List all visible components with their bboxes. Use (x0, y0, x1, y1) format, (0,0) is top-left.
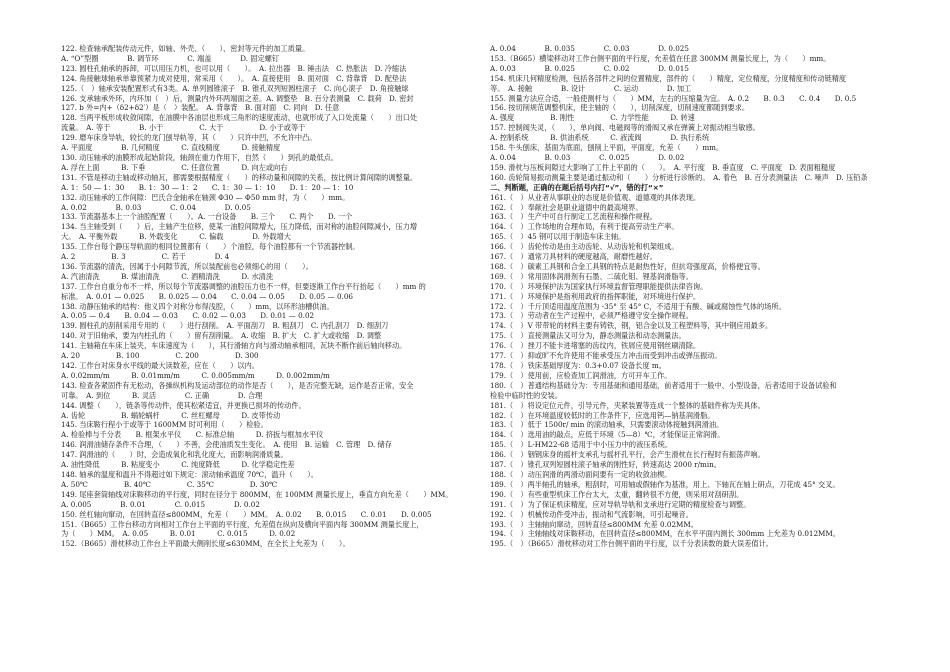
left-line: A. 平面度 B. 几何精度 C. 直线精度 D. 接触精度 (61, 143, 281, 153)
left-line: A. 0.05 — 0.4 B. 0.04 — 0.03 C. 0.02 — 0.03 D. 0.01 — 0.02 (61, 311, 315, 321)
right-line: 检验中临时性的安装。 (490, 390, 562, 400)
right-line: 162.（ ）奉献社会是职业道德中的最高境界。 (490, 202, 643, 212)
right-line: 157. 控制阀失灵，（ ），单向阀、电磁阀等的滑阀又承在弹簧上对振动相当敏感。 (490, 123, 760, 133)
right-line: 等。 A. 接触 B. 设计 C. 运动 D. 加工 (490, 83, 692, 93)
left-line: 147. 润滑油的（ ）时，会造成氧化和乳化度大，而影响润滑质量。 (61, 450, 288, 460)
left-line: A. 0.02mm/m B. 0.01mm/m C. 0.005mm/m D. 0.002mm/m (61, 370, 330, 380)
left-line: 148. 轴承的温度和温升不得超过如下规定：滚动轴承温度 70℃，温升（ ）。 (61, 469, 318, 479)
left-line: 140. 对于旧轴承，要为内柱孔的（ ）留有刮削量。 A. 收缩 B. 扩大 C. 扩大或收缩 D. 调整 (61, 331, 382, 341)
left-line: 134. 当主轴受到（ ）后，主轴产生位移，使某一油腔间隙增大，压力降低，而对称的油腔间隙减小，压力增 (61, 222, 418, 232)
right-line: A. 强度 B. 刚性 C. 力学性能 D. 转速 (490, 113, 695, 123)
left-line: 122. 检查轴承配装传动元件，如轴、外壳、（ ）、密封等元件的加工质量。 (61, 44, 310, 53)
left-line: 152.（B665）滑枕移动工作台上平面最大侧削长度≤630MM，在全长上允差为（ ）。 (61, 539, 350, 549)
right-line: 155. 测量方法应合适，一般使测杆与（ ）MM，左右的压缩量为宜。 A. 0.2 B. 0.3 C. 0.4 D. 0.5 (490, 93, 857, 103)
left-line: 143. 检查各紧固件有无松动，各操纵机构及运动部位的动作是否（ ），是否完整无缺，运作是否正常，安全 (61, 380, 414, 390)
left-line: A. “O”型圈 B. 调节环 C. 端盖 D. 固定螺钉 (61, 53, 280, 63)
left-line: A. 20 B. 100 C. 200 D. 300 (61, 351, 259, 361)
right-line: 191.（ ）为了保证机床精度，应对导轨导轨和支承进行定期的精度检查与调整。 (490, 499, 751, 509)
right-line: 167.（ ）通常刀具材料的硬度越高，耐磨性越好。 (490, 252, 657, 262)
right-line: A. 控制系统 B. 供油系统 C. 液流阀 D. 执行系统 (490, 133, 710, 143)
right-line: 179.（ ）使用前，应检查加工润滑油，方可开车工作。 (490, 370, 672, 380)
left-line: 124. 角接触球轴承单靠预紧力成对使用，常采用（ ）。 A. 直接使用 B. 面对面 C. 背靠背 D. 配垫法 (61, 73, 407, 83)
left-line: A. 齿轮 B. 蜗轮蜗杆 C. 丝杠螺母 D. 皮带传动 (61, 410, 281, 420)
left-line: 149. 尾座套筒轴线对床鞍移动的平行度，同时在径分于 800MM，在 100MM 测量长度上，垂直方向允差（ ）MM。 (61, 489, 453, 499)
left-line: 132. 动压轴承的工作间隙：巴氏合金轴承在轴颈 Φ30 — Φ50 mm 时，为（ ）mm。 (61, 192, 350, 202)
right-line: 169.（ ）常用固体润滑剂有石墨、二硫化钼、锂基润滑脂等。 (490, 271, 693, 281)
right-line: 170.（ ）环境保护法为国家执行环境监督管理职能提供法律咨询。 (490, 281, 708, 291)
right-line: 172.（ ）千斤顶适用温度范围为 -35° 至 45° C，不适用于有酸、碱或腐蚀性气体的场所。 (490, 301, 786, 311)
right-line: 187.（ ）锥孔双列短圆柱滚子轴承的刚性好，转速高达 2000 r/min。 (490, 460, 721, 470)
left-line: 流量。 A. 等于 B. 小于 C. 大于 D. 小于或等于 (61, 123, 306, 133)
left-line: A. 50℃ B. 40℃ C. 35℃ D. 30℃ (61, 479, 278, 489)
right-line: 171.（ ）环境保护是指利用政府的指挥职能，对环境进行保护。 (490, 291, 701, 301)
right-line: 159. 滑枕与压板间隙过大影响了工件上平面的（ ）。 A. 平行度 B. 垂直度 C. 平面度 D. 表面粗糙度 (490, 162, 836, 172)
right-line: 156. 按切削规范调整机床，使主轴的（ ），切削深度，切削速度都随到要求。 (490, 103, 750, 113)
left-line: 142. 工作台对床身水平线的最大读数差，应在（ ）以内。 (61, 361, 259, 370)
left-line: 144. 调整（ ），链条等传动件，使其松紧适宜，并更换已损坏的传动件。 (61, 400, 306, 410)
left-line: A. 浮在上面 B. 下垂 C. 任意位置 D. 向左或向右 (61, 162, 288, 172)
right-line: 194.（ ）主轴轴线对床鞍移动，在回转直径≤800MM，在水平平面内测长 300mm 上允差为 0.012MM。 (490, 529, 840, 539)
right-line: 193.（ ）主轴轴向窜动，回转直径≤800MM 允差 0.02MM。 (490, 519, 698, 529)
right-line: 184.（ ）选用油的敲点，应低于环境（5—8）℃，才能保证正常润滑。 (490, 430, 725, 440)
left-line: 为（ ）MM。 A. 0.05 B. 0.01 C. 0.015 D. 0.02 (61, 529, 296, 539)
left-line: 151.（B665）工作台移动方向相对工作台上平面的平行度，允差值在纵向及横向平面内每 300MM 测量长度上， (61, 519, 424, 529)
right-line: 195.（ ）（B665）滑枕移动对工作台侧平面的平行度，以千分表读数的最大误差值计。 (490, 539, 773, 549)
left-line: 标准。 A. 0.01 — 0.025 B. 0.025 — 0.04 C. 0.04 — 0.05 D. 0.05 — 0.06 (61, 291, 353, 301)
right-line: 178.（ ）铁床基础厚度为：0.3+0.07 设备长度 m。 (490, 361, 666, 370)
left-line: A. 1：50 — 1：30 B. 1：30 — 1：2 C. 1：30 — 1：10 D. 1：20 — 1：10 (61, 182, 354, 192)
left-column (61, 44, 497, 549)
right-line: 174.（ ）V 带带轮的材料主要有铸铁，钢，铝合金以及工程塑料等，其中钢应用最多。 (490, 321, 773, 331)
right-line: 166.（ ）齿轮传动是由主动齿轮、从动齿轮和机架组成。 (490, 242, 679, 252)
right-line: 177.（ ）抑或旷不允许使用不能承受压力冲击而受到冲击或弹压振动。 (490, 351, 722, 361)
right-line: 160. 齿轮简易振动测量主要是通过振动和（ ）分析进行诊断的。 A. 着色 B. 百分表测量法 C. 噪声 D. 压铅条 (490, 172, 868, 182)
left-line: 146. 润滑油储存条件不合理，（ ）不善，会使油质发生变化。 A. 使用 B. 运输 C. 管理 D. 储存 (61, 440, 392, 450)
right-line: 153.（B665）横梁移动对工作台侧平面的平行度，允差值在任意 300MM 测量长度上，为（ ）mm。 (490, 53, 831, 63)
right-line: 192.（ ）机械传动件受冲击，振动和气流影响，可引起噪音。 (490, 509, 693, 519)
left-line: A. 0.005 B. 0.01 C. 0.015 D. 0.02 (61, 499, 260, 509)
right-line: A. 0.04 B. 0.03 C. 0.025 D. 0.02 (490, 152, 685, 162)
left-line: 125.（ ）轴承安装配置形式有3类。A. 单列圆锥滚子 B. 锥孔双列短圆柱滚子 C. 向心滚子 D. 角接触球 (61, 83, 409, 93)
left-line: 133. 节流器基本上一个油腔配置（ ）。A. 一台设备 B. 三个 C. 两个 D. 一个 (61, 212, 353, 222)
left-line: 137. 工作台自重分布不一样，所以每个节流器调整的油腔压力也不一样，但要逐渐工作台平行抬起（ ）mm 的 (61, 281, 426, 291)
right-line: 168.（ ）碳素工具钢和合金工具钢的特点是耐热性好，但抗弯强度高，价格便宜等。 (490, 261, 765, 271)
right-line: 161.（ ）从业者从事职业的态度是价值观、道德观的具体表现。 (490, 192, 701, 202)
left-line: 139. 圆柱孔的刮削采用专用的（ ）进行刮削。 A. 平面刮刀 B. 粗刮刀 C. 内孔刮刀 D. 细刮刀 (61, 321, 389, 331)
left-line: A. 检验棒与千分表 B. 框架水平仪 C. 标准总轴 D. 挤扳与框加水平仪 (61, 430, 324, 440)
right-line: 188.（ ）动压润滑的两滑动面间要有一定的收敛油楔。 (490, 469, 672, 479)
left-line: 126. 支承轴承外环，内环加（ ）后，测量内外环两端面之差。A. 调整垫 B. 百分表测量 C. 载荷 D. 密封 (61, 93, 414, 103)
right-line: 175.（ ）直接测量法又可分为，静态测量法和动态测量法。 (490, 331, 686, 341)
left-line: A. 0.02 B. 0.03 C. 0.04 D. 0.05 (61, 202, 251, 212)
left-line: 136. 节流器的清洗，因属于小间隙节流，所以装配前也必须细心的用（ ）。 (61, 261, 313, 271)
left-line: 可靠。 A. 到位 B. 灵活 C. 正确 D. 合理 (61, 390, 263, 400)
right-line: A. 0.03 B. 0.025 C. 0.02 D. 0.015 (490, 63, 689, 73)
right-line: 180.（ ）普通结构基础分为：专用基础和通用基础，前者适用于一般中、小型设备，后者适用于设备试验和 (490, 380, 837, 390)
left-line: 129. 磨车床身导轨，较长的龙门刨导轨等，其（ ）只许中凹，不允许中凸。 (61, 133, 317, 143)
right-line: 181.（ ）将设定位元件，引导元件，夹紧装置等连成一个整体的基础件称为夹具体。 (490, 400, 765, 410)
right-line: 165.（ ）45 钢可以用于制造车床主轴。 (490, 232, 626, 242)
left-line: 150. 丝杠轴向窜动，在回转直径≤800MM，允差（ ）MM。 A. 0.02 B. 0.015 C. 0.01 D. 0.005 (61, 509, 432, 519)
right-line: 183.（ ）低于 1500r/ min 的滚动轴承，只需要滚动体接触到润滑油。 (490, 420, 724, 430)
right-line: 176.（ ）挫刀不能卡进堵塞的齿纹内，铁屑应使用钢丝刷清除。 (490, 341, 701, 351)
left-line: 大。 A. 平衡外载 B. 外载变化 C. 偏载 D. 外载增大 (61, 232, 291, 242)
right-line: 163.（ ）生产中可自行制定工艺流程和操作规程。 (490, 212, 657, 222)
right-line: 154. 机床几何精度检测，包括各部件之间的位置精度，部件的（ ）精度，定位精度，分度精度和传动链精度 (490, 73, 847, 83)
left-line: 135. 工作台每个静压导轨面的相同位置都有（ ）个油腔，每个油腔都有一个节流器控制。 (61, 242, 360, 252)
left-line: 131. 不管是移动主轴或移动轴瓦，都需要根据精度（ ）的移动量和间隙的关系，按比例计算间隙的调整量。 (61, 172, 418, 182)
left-line: 141. 主轴箱在车床上装夹，车床速度为（ ），其行滑轴方向与滑动轴承相同，瓦块不断作前后轴向移动。 (61, 341, 407, 351)
right-column (490, 44, 926, 549)
left-line: 145. 当床鞍行程小于或等于 1600MM 时可利用（ ）检验。 (61, 420, 268, 430)
left-line: 127. b 外=内+（δ2+δ2′）是（ ）装配。 A. 背靠背 B. 面对面 C. 同向 D. 任意 (61, 103, 340, 113)
right-line: 182.（ ）在环境温度较低时的工作条件下，应选用钙—钠基润滑脂。 (490, 410, 715, 420)
section-heading: 二、判断题，正确的在题后括号内打“√”，错的打“×” (490, 182, 664, 192)
right-line: 173.（ ）劳动者在生产过程中，必须严格遵守安全操作规程。 (490, 311, 693, 321)
right-line: 185.（ ）L-HM22-68 适用于中小压力中的液压系统。 (490, 440, 673, 450)
left-line: 130. 动压轴承的油膜形成起始阶段，轴颈在重力作用下，自然（ ）到孔的最低点。 (61, 152, 339, 162)
left-line: 123. 圆柱孔轴承的拆卸，可以用压力机，也可以用（ ）。 A. 拉出器 B. 锤击法 C. 热胀法 D. 冷缩法 (61, 63, 407, 73)
right-line: A. 0.04 B. 0.035 C. 0.03 D. 0.025 (490, 44, 689, 53)
right-line: 164.（ ）工作场地的合理布局，有利于提高劳动生产率。 (490, 222, 679, 232)
right-line: 189.（ ）两半轴孔的轴承，粗刮时，可用轴或假轴作为基准，用上、下轴瓦在轴上研点，刀花成 45° 交叉。 (490, 479, 840, 489)
left-line: 138. 动静压轴承的结构：他义四个对称分布得浅腔，（ ）mm，以环形油槽供油。 (61, 301, 334, 311)
right-line: 186.（ ）铟钢床身的摇杆支承孔与摇杆孔平行，会产生滑枕在长行程时有振荡声响。 (490, 450, 765, 460)
left-line: 128. 当两平板形成收敛间隙，在油膜中各油层也形成三角形的速度流动，也就形成了入口处流量（ ）出口处 (61, 113, 418, 123)
left-line: A. 油性降低 B. 粘度变小 C. 纯度降低 D. 化学稳定性差 (61, 460, 295, 470)
right-line: 190.（ ）有些重型机床工作台太大，太重，翻转很不方便，则采用对刮研刮。 (490, 489, 744, 499)
right-line: 158. 牛头刨床，基面为底面，刨削上平面，平面度，允差（ ）mm。 (490, 143, 724, 153)
left-line: A. 汽油清洗 B. 煤油清洗 C. 酒精清洗 D. 水清洗 (61, 271, 274, 281)
left-line: A. 2 B. 3 C. 若干 D. 4 (61, 252, 230, 262)
